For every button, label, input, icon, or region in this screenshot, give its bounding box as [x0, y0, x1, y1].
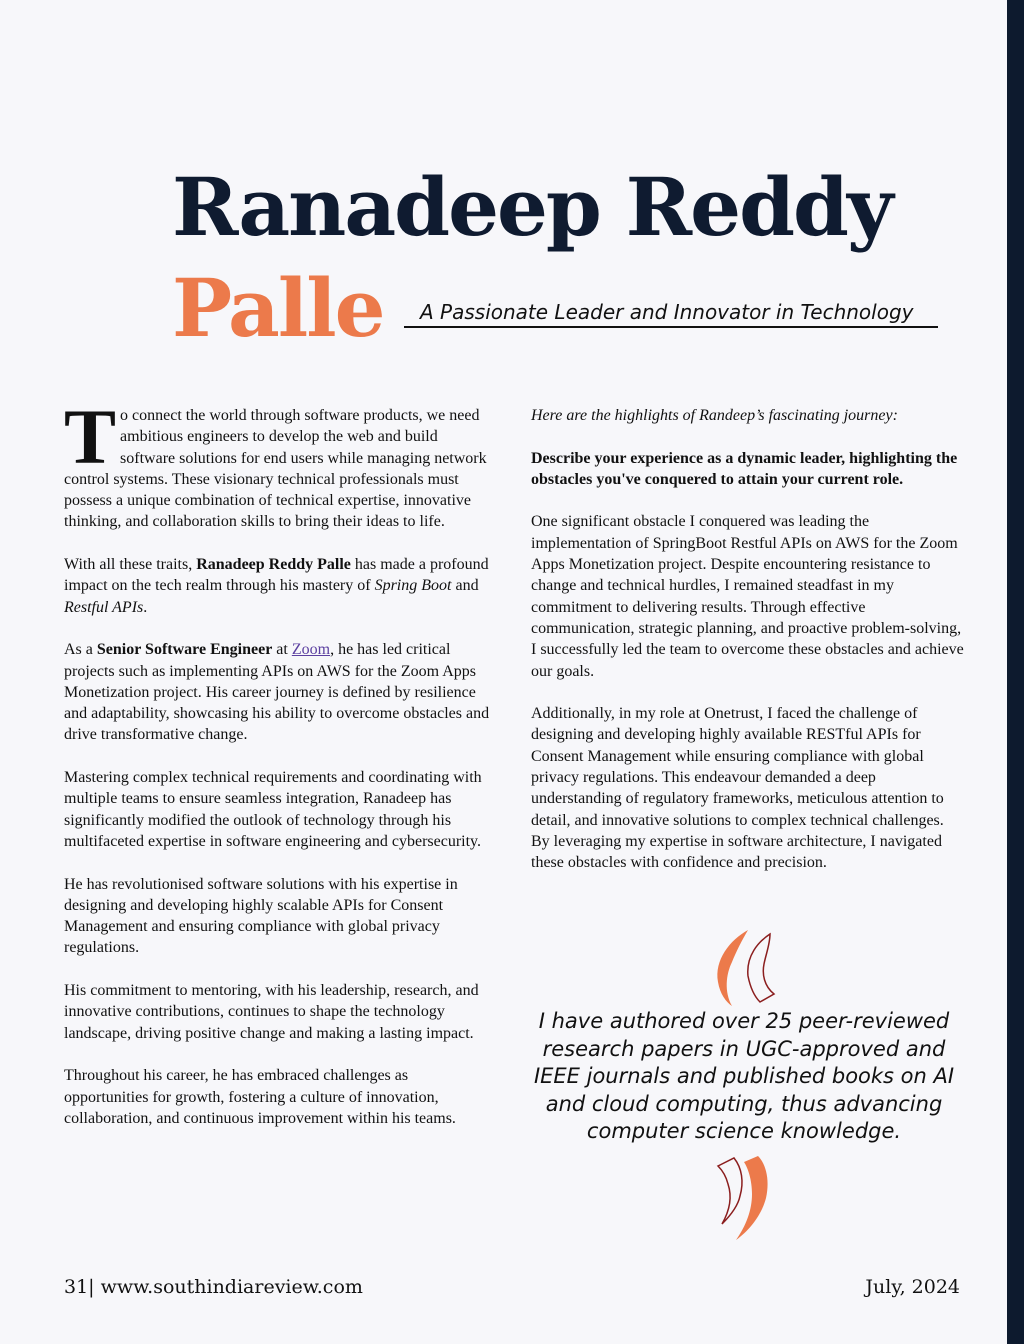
person-name: Ranadeep Reddy Palle	[196, 556, 351, 574]
answer-paragraph-2: Additionally, in my role at Onetrust, I faced the challenge of designing and developing highly available RESTful APIs for Consent Management while ensuring compliance with global privacy regulations. This endeavour demanded a deep understanding of regulatory frameworks, meticulous attention to detail, and innovative solutions to complex technical challenges. By leveraging my expertise in software architecture, I navigated these obstacles with confidence and precision.	[531, 705, 944, 872]
highlights-intro: Here are the highlights of Randeep’s fascinating journey:	[531, 407, 898, 424]
right-column	[531, 405, 966, 895]
interview-question: Describe your experience as a dynamic leader, highlighting the obstacles you've conquered to attain your current role.	[531, 449, 958, 488]
intro-paragraph	[64, 393, 496, 533]
role-paragraph	[64, 639, 496, 745]
expertise-paragraph: Mastering complex technical requirements and coordinating with multiple teams to ensure seamless integration, Ranadeep has significantly modified the outlook of technology through his multifaceted expertise in software engineering and cybersecurity.	[64, 769, 482, 850]
spring-boot-term: Spring Boot	[374, 577, 452, 595]
career-paragraph: Throughout his career, he has embraced challenges as opportunities for growth, fostering a culture of innovation, collaboration, and continuous improvement within his teams.	[64, 1067, 456, 1127]
footer-date: July, 2024	[865, 1276, 960, 1298]
right-edge-bar	[1007, 0, 1024, 1344]
intro-text: o connect the world through software products, we need ambitious engineers to develop the web and build software solutions for end users while managing network control systems. These visionary technical professionals must possess a unique combination of technical expertise, innovative thinking, and collaboration skills to bring their ideas to life.	[64, 407, 487, 531]
footer-page-and-site: 31| www.southindiareview.com	[64, 1276, 363, 1298]
text-run: has made a profound impact on the tech realm through his mastery of	[64, 556, 489, 595]
drop-cap: T	[64, 393, 117, 480]
pull-quote: I have authored over 25 peer-reviewed research papers in UGC-approved and IEEE journals and published books on AI and cloud computing, thus advancing computer science knowledge.	[533, 1009, 955, 1143]
job-title: Senior Software Engineer	[96, 641, 273, 659]
text-run: at	[272, 641, 292, 659]
open-quote-icon	[708, 926, 780, 1010]
text-run: With all these traits,	[64, 556, 197, 574]
title-first-name: Ranadeep Reddy	[172, 160, 892, 254]
text-run: .	[143, 598, 148, 616]
restful-apis-term: Restful APIs	[64, 598, 144, 616]
close-quote-icon	[708, 1152, 780, 1242]
text-run: , he has led critical projects such as implementing APIs on AWS for the Zoom Apps Monetization project. His career journey is defined by resilience and adaptability, showcasing his ability to overcome obstacles and drive transformative change.	[64, 641, 490, 744]
text-run: As a	[64, 641, 97, 659]
left-column	[64, 393, 496, 1150]
title-last-name: Palle	[172, 261, 384, 355]
zoom-link[interactable]: Zoom	[291, 641, 331, 659]
answer-paragraph-1: One significant obstacle I conquered was leading the implementation of SpringBoot Restful APIs on AWS for the Zoom Apps Monetization project. Despite encountering resistance to change and technical hurdles, I remained steadfast in my commitment to delivering results. Through effective communication, strategic planning, and proactive problem-solving, I successfully led the team to overcome these obstacles and achieve our goals.	[531, 513, 964, 680]
subtitle: A Passionate Leader and Innovator in Technology	[404, 298, 938, 328]
solutions-paragraph: He has revolutionised software solutions with his expertise in designing and developing highly scalable APIs for Consent Management and ensuring compliance with global privacy regulations.	[64, 875, 458, 957]
mentoring-paragraph: His commitment to mentoring, with his leadership, research, and innovative contributions, continues to shape the technology landscape, driving positive change and making a lasting impact.	[64, 982, 479, 1042]
text-run: and	[451, 577, 479, 595]
traits-paragraph	[64, 554, 496, 618]
